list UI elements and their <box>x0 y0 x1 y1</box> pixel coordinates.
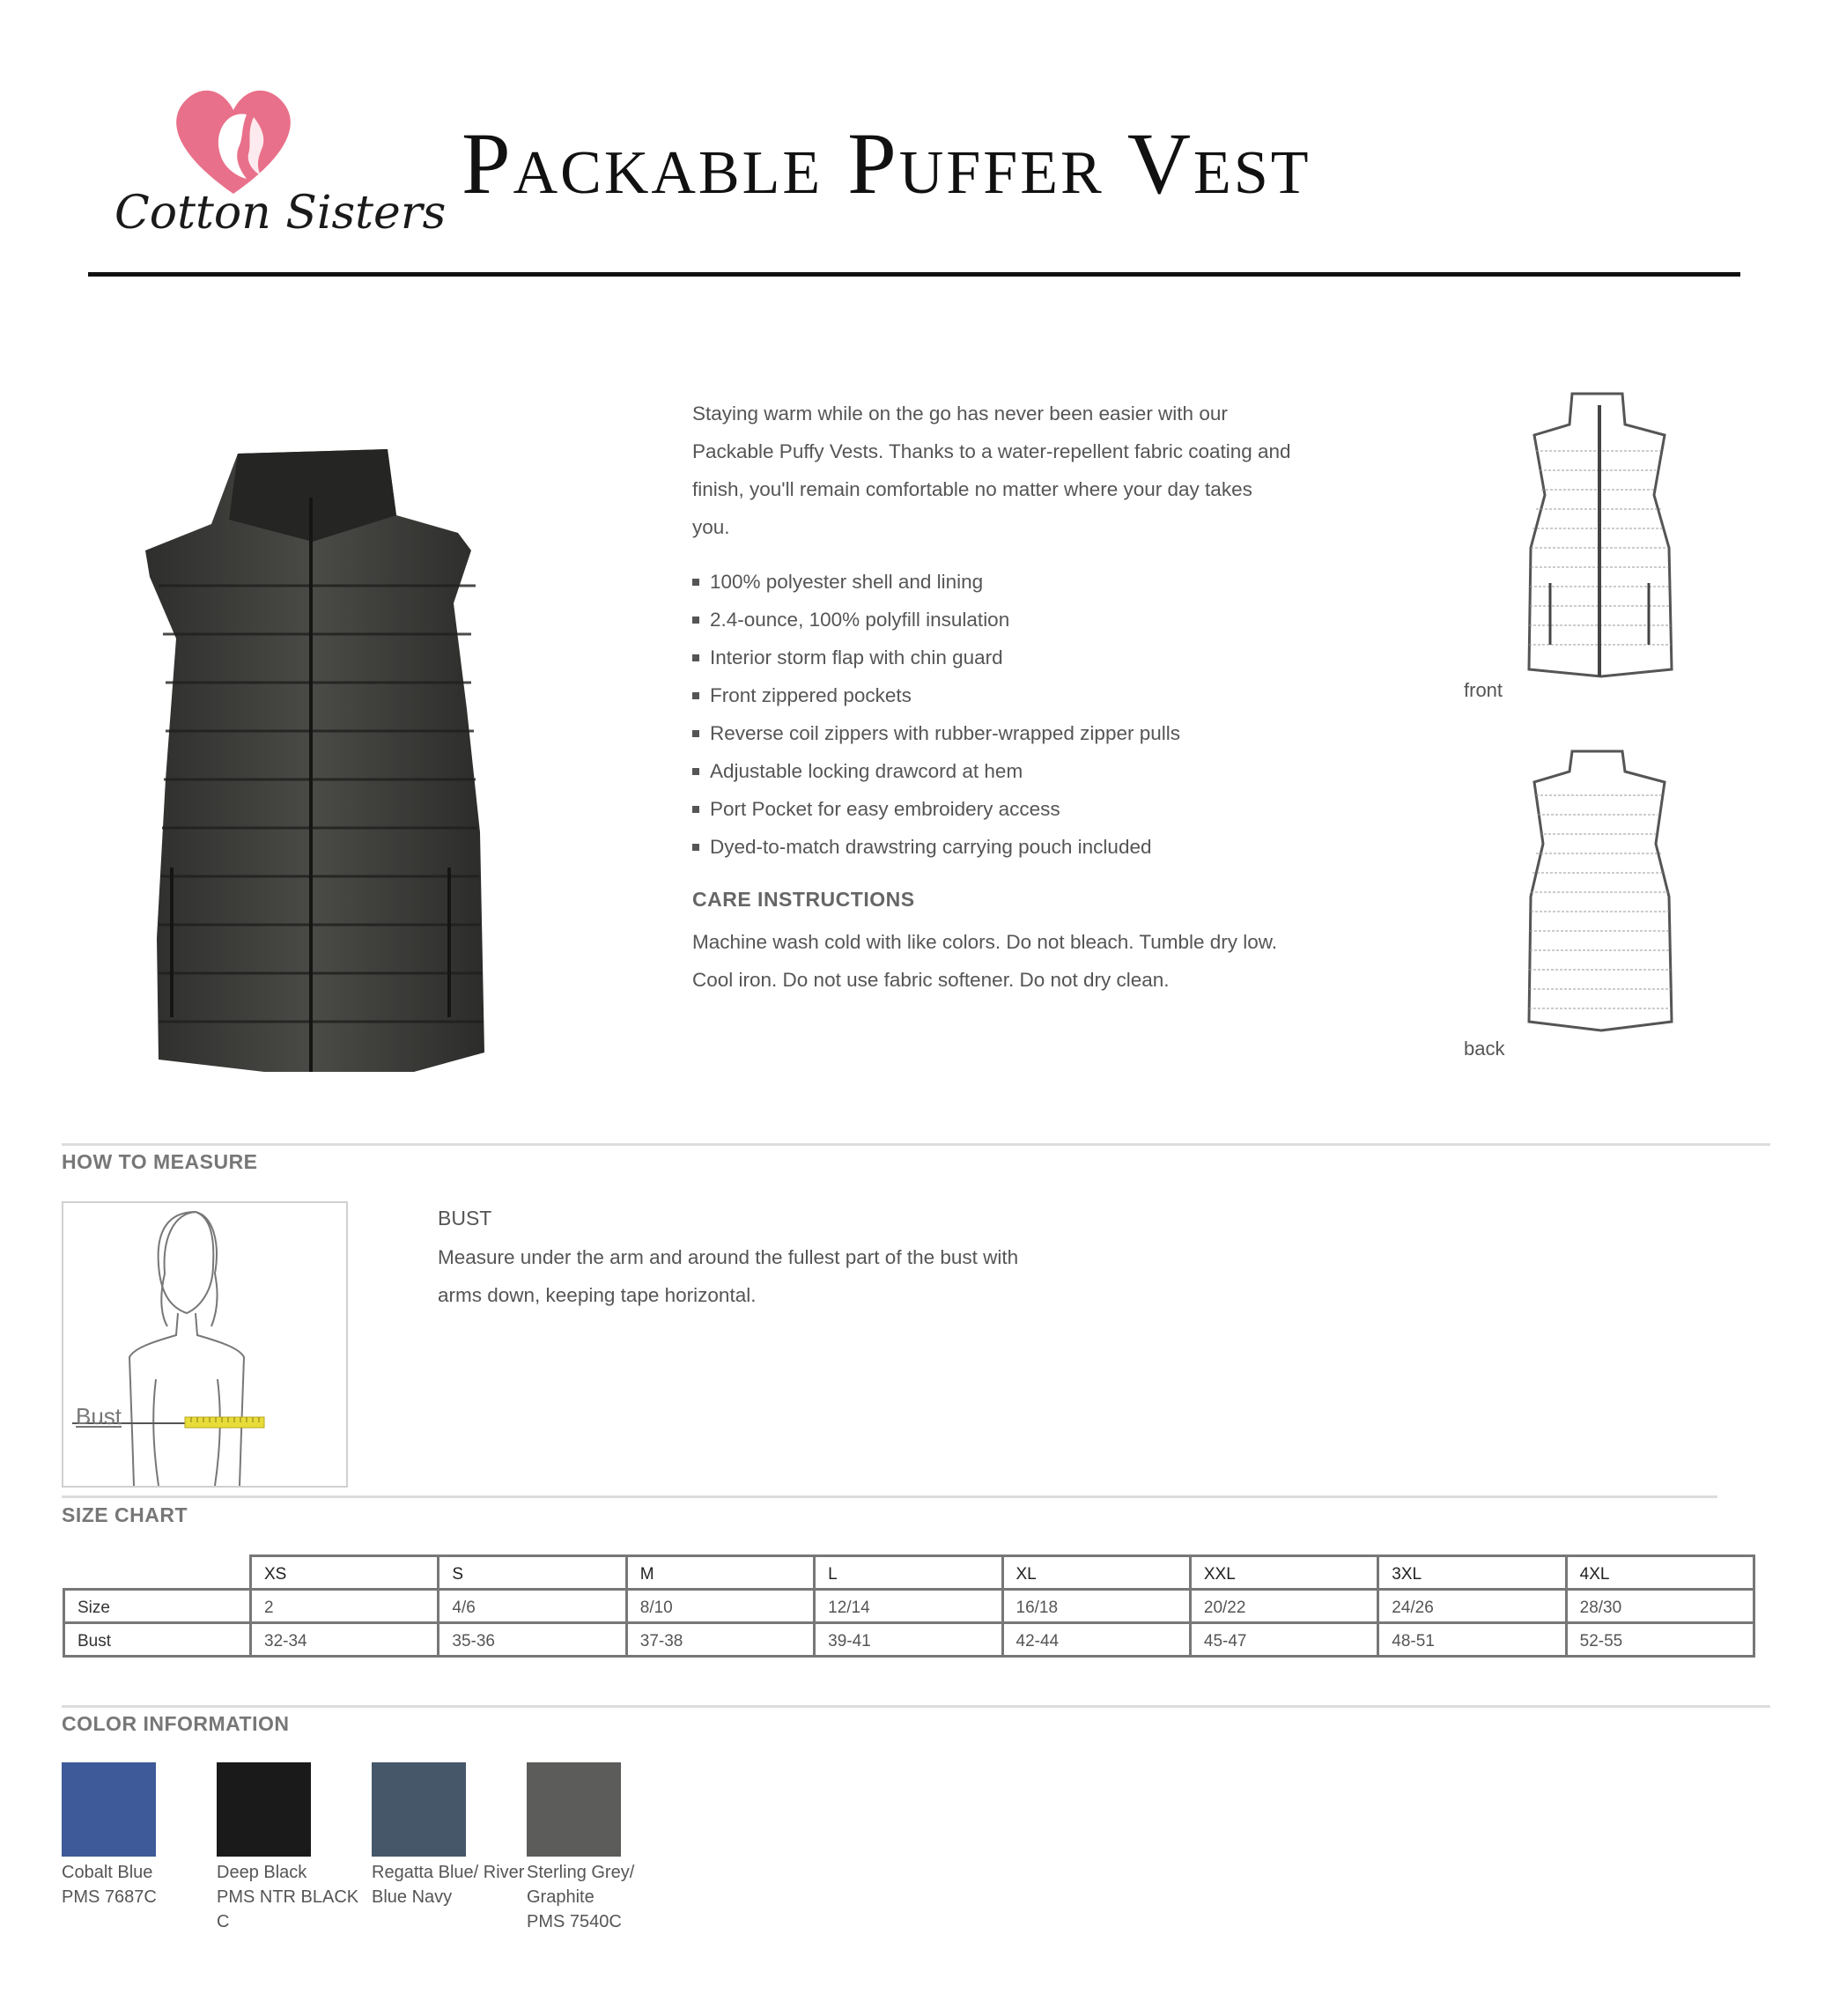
section-divider <box>62 1143 1770 1146</box>
how-to-measure-heading: HOW TO MEASURE <box>62 1150 258 1173</box>
swatch-pms: PMS NTR BLACK C <box>217 1887 359 1931</box>
table-header-row <box>64 1556 1754 1590</box>
back-label: back <box>1464 1038 1505 1060</box>
color-swatch-deep-black <box>217 1762 311 1857</box>
feature-item: Port Pocket for easy embroidery access <box>692 790 1414 828</box>
table-cell: 16/18 <box>1002 1590 1190 1623</box>
column-header: XL <box>1002 1556 1190 1590</box>
color-swatch-sterling-grey <box>527 1762 621 1857</box>
table-row <box>64 1590 1754 1623</box>
vest-front-drawing <box>1524 389 1673 680</box>
column-header: L <box>815 1556 1002 1590</box>
feature-item: Interior storm flap with chin guard <box>692 639 1414 676</box>
feature-item: Dyed-to-match drawstring carrying pouch included <box>692 828 1414 866</box>
bullet-icon <box>692 692 699 699</box>
column-header: 3XL <box>1378 1556 1566 1590</box>
swatch-name: Deep Black <box>217 1863 307 1882</box>
size-chart-heading: SIZE CHART <box>62 1503 188 1526</box>
column-header: 4XL <box>1566 1556 1754 1590</box>
table-cell: 37-38 <box>626 1623 814 1657</box>
row-label: Size <box>64 1590 251 1623</box>
bullet-icon <box>692 617 699 624</box>
feature-item: 100% polyester shell and lining <box>692 563 1414 601</box>
header-divider <box>88 272 1740 277</box>
page-title: Packable Puffer Vest <box>462 114 1311 212</box>
swatch-name: Cobalt Blue <box>62 1863 153 1882</box>
logo-wordmark: Cotton Sisters <box>114 187 447 240</box>
feature-item: Adjustable locking drawcord at hem <box>692 752 1414 790</box>
feature-item: Reverse coil zippers with rubber-wrapped zipper pulls <box>692 714 1414 752</box>
vest-product-photo <box>123 445 511 1079</box>
table-cell: 48-51 <box>1378 1623 1566 1657</box>
front-label: front <box>1464 679 1503 701</box>
section-divider <box>62 1705 1770 1708</box>
bullet-icon <box>692 806 699 813</box>
feature-item: 2.4-ounce, 100% polyfill insulation <box>692 601 1414 639</box>
table-cell: 2 <box>251 1590 439 1623</box>
feature-list <box>692 563 1414 866</box>
size-chart-table <box>63 1554 1755 1658</box>
table-cell: 24/26 <box>1378 1590 1566 1623</box>
table-cell: 35-36 <box>439 1623 626 1657</box>
table-row <box>64 1623 1754 1657</box>
table-cell: 52-55 <box>1566 1623 1754 1657</box>
section-divider <box>62 1495 1717 1498</box>
table-cell: 12/14 <box>815 1590 1002 1623</box>
row-label: Bust <box>64 1623 251 1657</box>
feature-item: Front zippered pockets <box>692 676 1414 714</box>
swatch-name: Sterling Grey/ Graphite <box>527 1863 635 1907</box>
table-cell: 4/6 <box>439 1590 626 1623</box>
bullet-icon <box>692 654 699 661</box>
bust-title: BUST <box>438 1207 492 1230</box>
product-description: Staying warm while on the go has never been easier with our Packable Puffy Vests. Thanks to a water-repellent fabric coating and finish, you'll remain comfortable no matter where your day takes you. <box>692 402 1291 538</box>
column-header: XXL <box>1190 1556 1377 1590</box>
vest-back-drawing <box>1524 747 1673 1038</box>
table-cell: 45-47 <box>1190 1623 1377 1657</box>
table-cell: 32-34 <box>251 1623 439 1657</box>
table-cell: 8/10 <box>626 1590 814 1623</box>
bullet-icon <box>692 730 699 737</box>
bust-instructions: Measure under the arm and around the fullest part of the bust with arms down, keeping tape horizontal. <box>438 1246 1019 1306</box>
table-corner <box>64 1556 251 1590</box>
color-swatch-regatta-blue <box>372 1762 466 1857</box>
color-swatch-cobalt-blue <box>62 1762 156 1857</box>
table-cell: 39-41 <box>815 1623 1002 1657</box>
table-cell: 28/30 <box>1566 1590 1754 1623</box>
swatch-pms: PMS 7540C <box>527 1912 622 1931</box>
bullet-icon <box>692 844 699 851</box>
column-header: M <box>626 1556 814 1590</box>
care-instructions-heading: CARE INSTRUCTIONS <box>692 888 915 911</box>
color-information-heading: COLOR INFORMATION <box>62 1712 290 1735</box>
table-cell: 20/22 <box>1190 1590 1377 1623</box>
care-instructions-text: Machine wash cold with like colors. Do not bleach. Tumble dry low. Cool iron. Do not use fabric softener. Do not dry clean. <box>692 931 1278 991</box>
column-header: S <box>439 1556 626 1590</box>
swatch-pms: PMS 7687C <box>62 1887 157 1907</box>
column-header: XS <box>251 1556 439 1590</box>
measure-figure <box>62 1201 348 1488</box>
bullet-icon <box>692 768 699 775</box>
bullet-icon <box>692 579 699 586</box>
bust-figure-label: Bust <box>76 1403 122 1429</box>
table-cell: 42-44 <box>1002 1623 1190 1657</box>
swatch-name: Regatta Blue/ River Blue Navy <box>372 1863 525 1907</box>
